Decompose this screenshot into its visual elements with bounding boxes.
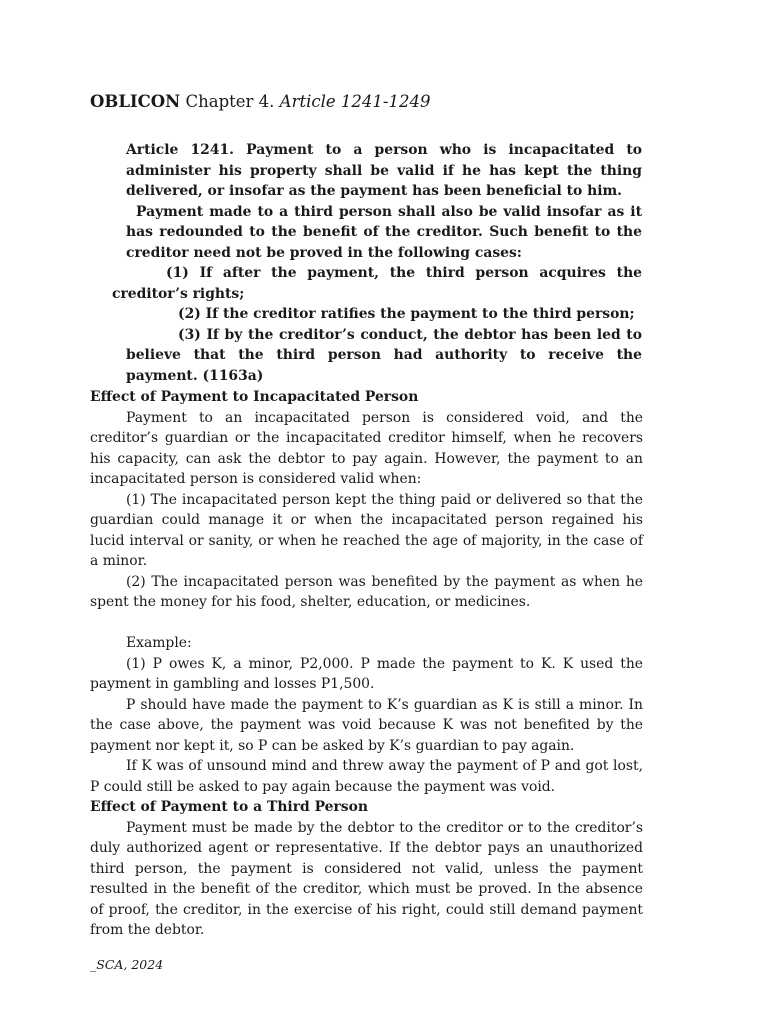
section-paragraph: Payment must be made by the debtor to the creditor or to the creditor’s duly authorized agent or representative. If the debtor pays an unauthorized third person, the payment is considered not valid, unless the payment resulted in the benefit of the creditor, which must be proved. In the absence of proof, the creditor, in the exercise of his right, could still demand payment from the debtor. bbox=[90, 819, 643, 938]
section-paragraph: Payment to an incapacitated person is considered void, and the creditor’s guardian or the incapacitated creditor himself, when he recovers his capacity, can ask the debtor to pay again. However, the payment to an incapacitated person is considered valid when: bbox=[90, 409, 643, 487]
article-case-1: (1) If after the payment, the third person acquires the creditor’s rights; bbox=[112, 265, 642, 302]
example-paragraph: If K was of unsound mind and threw away the payment of P and got lost, P could still be asked to pay again because the payment was void. bbox=[90, 758, 643, 795]
example-paragraph: (1) P owes K, a minor, P2,000. P made the payment to K. K used the payment in gambling and losses P1,500. bbox=[90, 655, 643, 692]
example-label: Example: bbox=[126, 635, 192, 651]
example-paragraph: P should have made the payment to K’s guardian as K is still a minor. In the case above, the payment was void because K was not benefited by the payment nor kept it, so P can be asked by K’s guardian to pay again. bbox=[90, 696, 643, 754]
article-case-2: (2) If the creditor ratifies the payment to the third person; bbox=[178, 306, 635, 322]
page-title bbox=[90, 91, 430, 113]
section-incapacitated bbox=[90, 387, 643, 797]
article-paragraph: Payment made to a third person shall also be valid insofar as it has redounded to the benefit of the creditor. Such benefit to the creditor need not be proved in the following cases: bbox=[126, 203, 642, 261]
section-heading: Effect of Payment to Incapacitated Person bbox=[90, 389, 419, 405]
section-third-person bbox=[90, 797, 643, 941]
section-paragraph: (2) The incapacitated person was benefited by the payment as when he spent the money for his food, shelter, education, or medicines. bbox=[90, 573, 643, 610]
article-1241-block bbox=[112, 140, 642, 386]
article-case-3: (3) If by the creditor’s conduct, the debtor has been led to believe that the third person had authority to receive the payment. (1163a) bbox=[126, 326, 642, 384]
title-plain: Chapter 4. bbox=[180, 92, 280, 111]
title-italic: Article 1241-1249 bbox=[279, 92, 431, 111]
title-bold: OBLICON bbox=[90, 92, 181, 111]
article-paragraph: Article 1241. Payment to a person who is incapacitated to administer his property shall be valid if he has kept the thing delivered, or insofar as the payment has been beneficial to him. bbox=[126, 142, 642, 199]
section-heading: Effect of Payment to a Third Person bbox=[90, 799, 368, 815]
section-paragraph: (1) The incapacitated person kept the thing paid or delivered so that the guardian could manage it or when the incapacitated person regained his lucid interval or sanity, or when he reached the age of majority, in the case of a minor. bbox=[90, 491, 643, 569]
footer-credit: _SCA, 2024 bbox=[90, 957, 164, 972]
